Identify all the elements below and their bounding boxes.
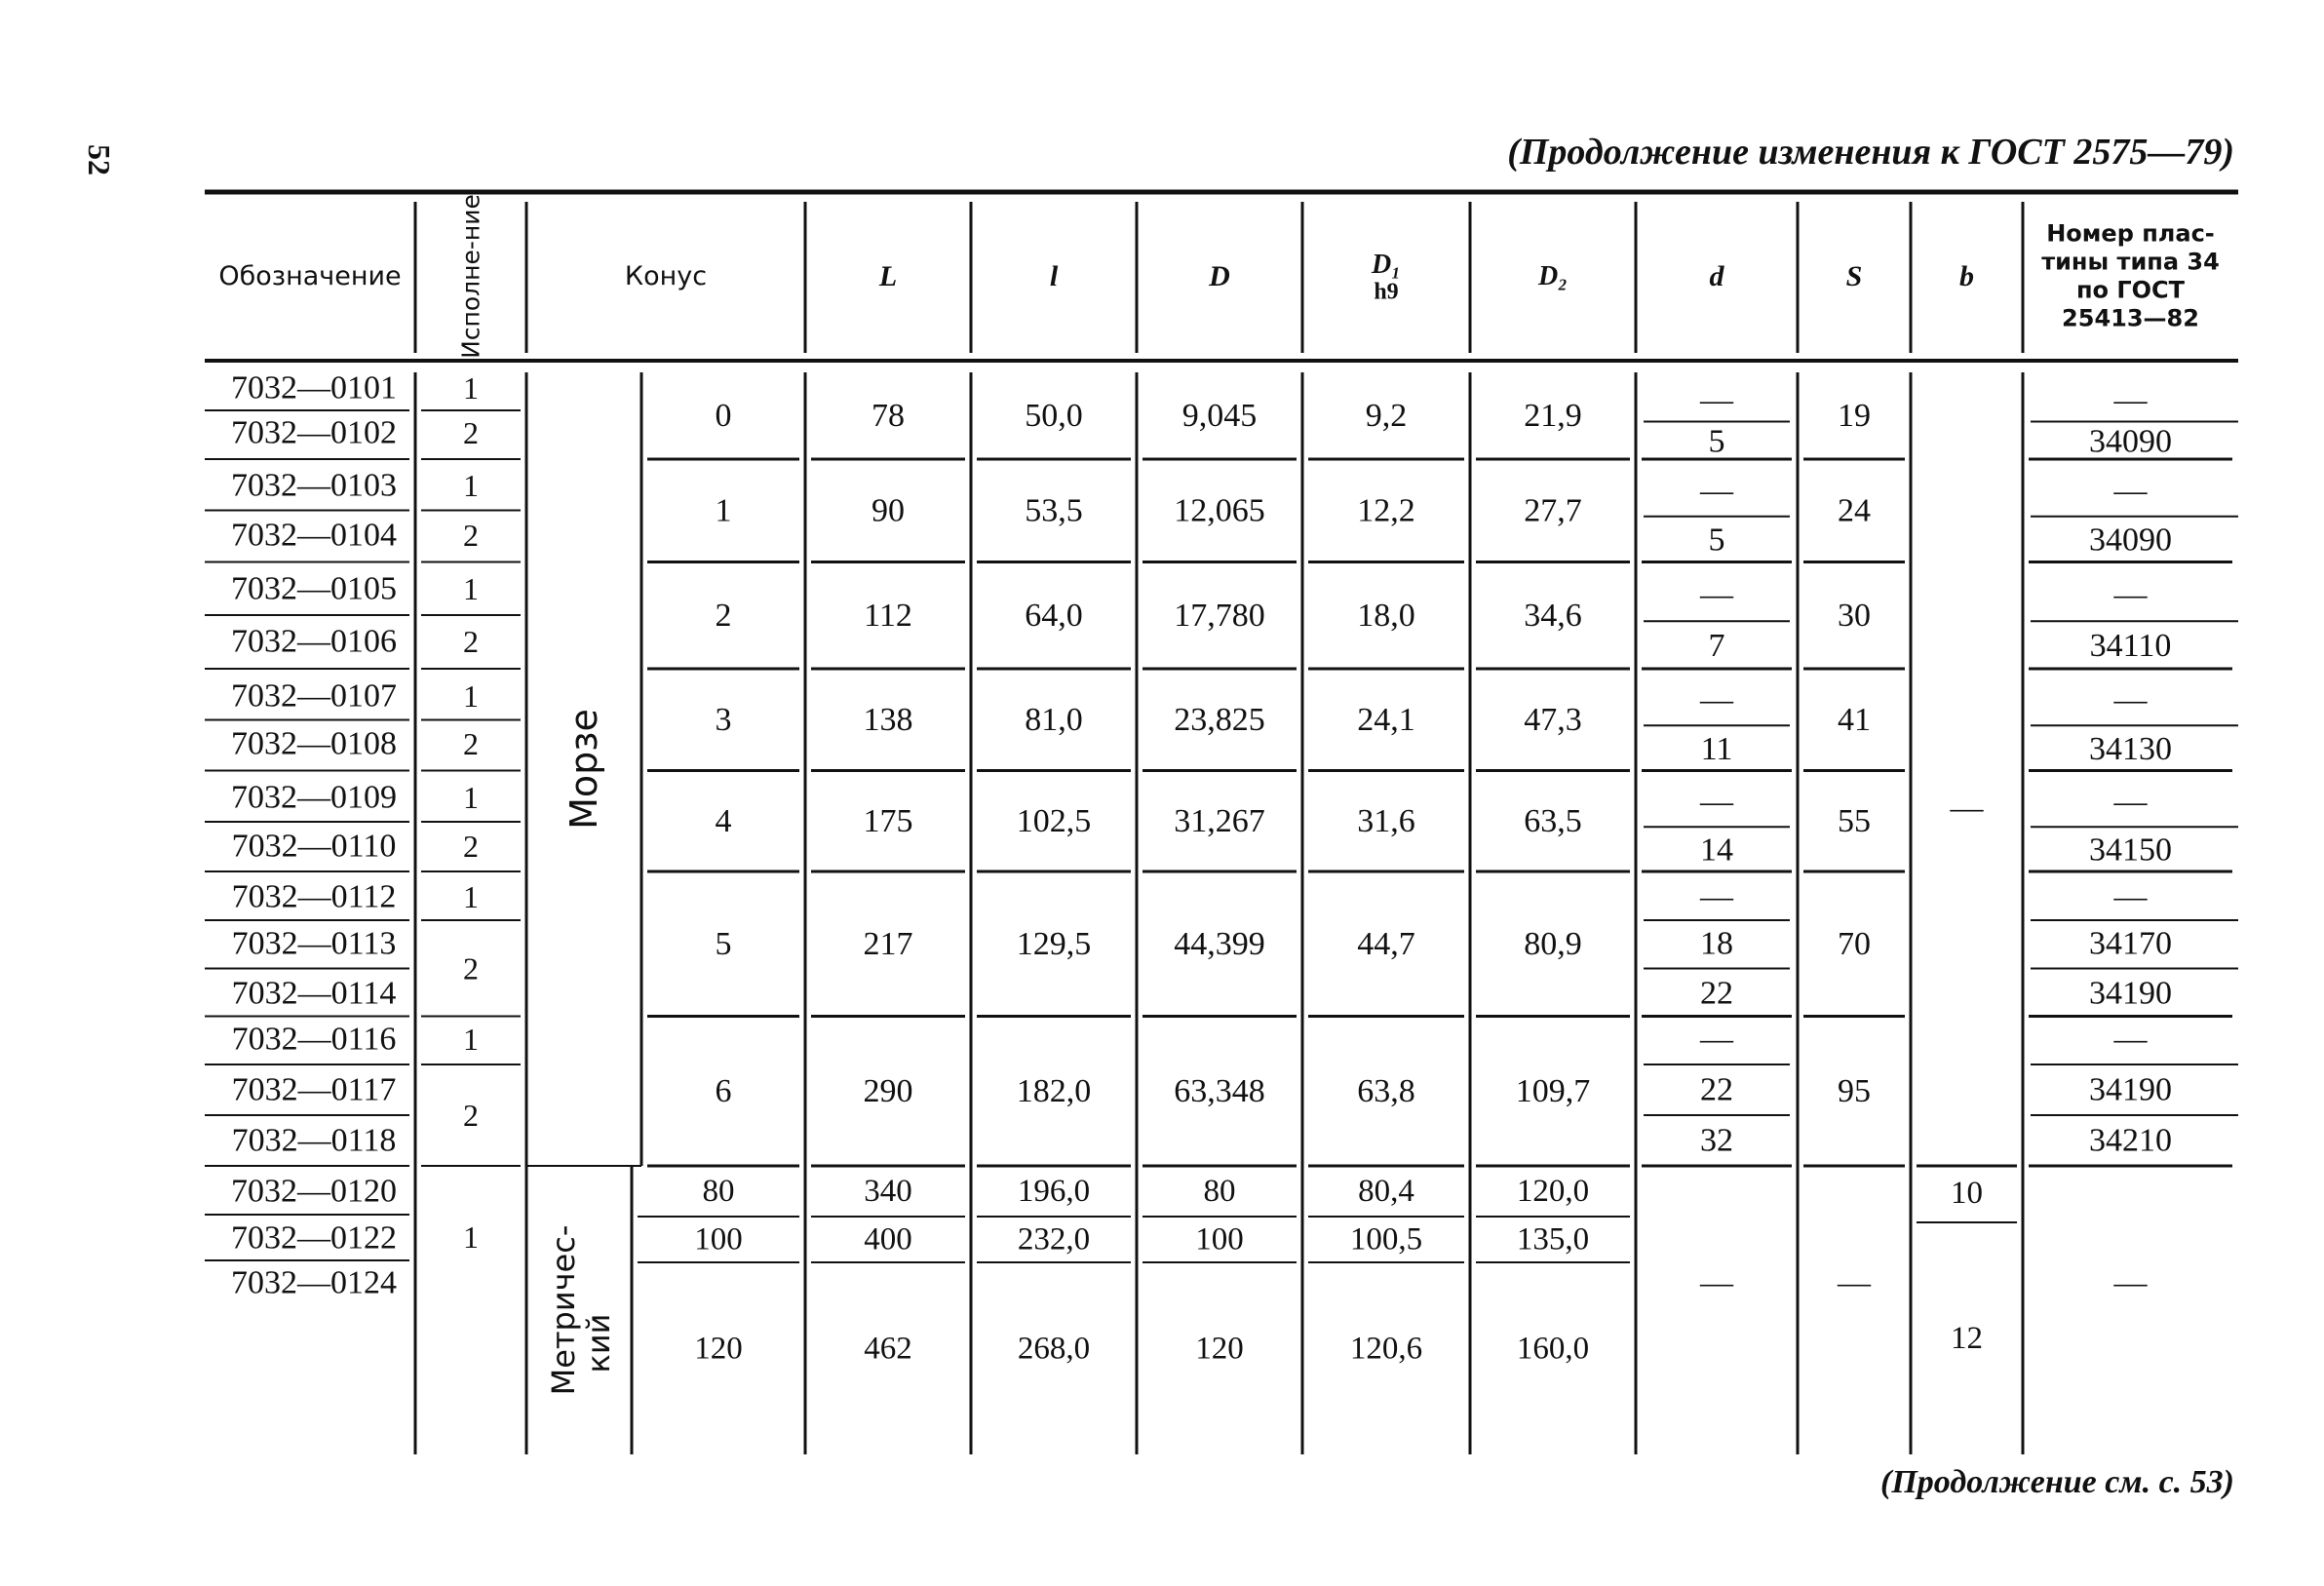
header-b: b: [1959, 260, 1974, 292]
morse-D1-cell: 18,0: [1357, 597, 1415, 634]
morse-d-cell: 5: [1708, 423, 1725, 460]
morse-d-cell: 5: [1708, 522, 1725, 559]
designation-cell: 7032—0105: [231, 570, 397, 607]
morse-cone-cell: 5: [715, 925, 732, 962]
morse-d-cell: —: [1700, 1021, 1733, 1058]
morse-cone-cell: 3: [715, 701, 732, 738]
metric-D1-cell: 120,6: [1349, 1331, 1423, 1367]
header-D1: D₁: [1372, 250, 1401, 280]
metric-D1-cell: 100,5: [1349, 1221, 1423, 1257]
designation-cell: 7032—0118: [231, 1122, 397, 1159]
designation-cell: 7032—0117: [231, 1071, 397, 1108]
morse-D1-cell: 63,8: [1357, 1072, 1415, 1109]
designation-cell: 7032—0109: [231, 779, 397, 816]
morse-plate-cell: —: [2113, 381, 2148, 418]
header-plate-line: по ГОСТ: [2075, 276, 2186, 304]
morse-D2-cell: 21,9: [1524, 398, 1582, 434]
morse-L-cell: 78: [872, 398, 905, 434]
morse-L-cell: 290: [863, 1072, 913, 1109]
header-D1-tolerance: h9: [1374, 279, 1399, 305]
version-cell: 1: [463, 879, 479, 914]
metric-D2-cell: 160,0: [1516, 1331, 1590, 1367]
running-header: (Продолжение изменения к ГОСТ 2575—79): [1507, 132, 2234, 173]
designation-cell: 7032—0107: [231, 677, 397, 715]
version-cell: 1: [463, 780, 479, 815]
morse-d-cell: —: [1700, 381, 1733, 418]
cone-type-metric: кий: [580, 1313, 617, 1373]
header-plate-line: Номер плас-: [2046, 219, 2215, 248]
morse-S-cell: 41: [1838, 701, 1871, 738]
metric-b-cell: 10: [1951, 1176, 1983, 1211]
morse-l-cell: 64,0: [1025, 597, 1083, 634]
morse-d-cell: —: [1700, 878, 1733, 915]
metric-D-cell: 120: [1195, 1331, 1244, 1367]
cone-type-morse: Морзе: [562, 709, 605, 830]
morse-l-cell: 81,0: [1025, 701, 1083, 738]
morse-d-cell: 7: [1708, 628, 1725, 665]
metric-L-cell: 462: [864, 1331, 912, 1367]
morse-plate-cell: 34090: [2089, 522, 2172, 559]
morse-D1-cell: 44,7: [1357, 925, 1415, 962]
metric-b-cell: 12: [1951, 1321, 1983, 1356]
morse-D2-cell: 63,5: [1524, 802, 1582, 839]
morse-S-cell: 30: [1838, 597, 1871, 634]
morse-l-cell: 53,5: [1025, 492, 1083, 529]
morse-plate-cell: —: [2113, 576, 2148, 613]
morse-D-cell: 17,780: [1174, 597, 1265, 634]
morse-d-cell: —: [1700, 681, 1733, 718]
morse-d-cell: 22: [1700, 1071, 1733, 1108]
metric-D-cell: 100: [1195, 1221, 1244, 1257]
designation-cell: 7032—0122: [231, 1219, 397, 1257]
designation-cell: 7032—0114: [231, 975, 397, 1012]
morse-cone-cell: 2: [715, 597, 732, 634]
metric-d-cell: —: [1700, 1264, 1733, 1301]
morse-l-cell: 102,5: [1016, 802, 1092, 839]
morse-l-cell: 129,5: [1016, 925, 1092, 962]
morse-D2-cell: 27,7: [1524, 492, 1582, 529]
morse-S-cell: 24: [1838, 492, 1871, 529]
version-cell: 2: [463, 1098, 479, 1133]
morse-l-cell: 182,0: [1016, 1072, 1092, 1109]
header-plate-line: тины типа 34: [2041, 248, 2220, 276]
designation-cell: 7032—0113: [231, 925, 397, 962]
morse-plate-cell: 34190: [2089, 975, 2172, 1012]
morse-D-cell: 9,045: [1181, 398, 1258, 434]
designation-cell: 7032—0101: [231, 369, 397, 406]
morse-plate-cell: 34210: [2089, 1122, 2172, 1159]
morse-d-cell: —: [1700, 783, 1733, 820]
designation-cell: 7032—0124: [231, 1264, 397, 1301]
morse-D1-cell: 9,2: [1365, 398, 1408, 434]
morse-D1-cell: 12,2: [1357, 492, 1415, 529]
version-cell: 1: [463, 571, 479, 606]
version-cell: 1: [463, 370, 479, 406]
morse-plate-cell: 34110: [2089, 628, 2172, 665]
morse-D2-cell: 109,7: [1515, 1072, 1591, 1109]
version-cell: 1: [463, 678, 479, 714]
morse-cone-cell: 1: [715, 492, 732, 529]
morse-D-cell: 31,267: [1174, 802, 1265, 839]
morse-D-cell: 23,825: [1174, 701, 1265, 738]
designation-cell: 7032—0116: [231, 1021, 397, 1058]
morse-d-cell: 18: [1700, 925, 1733, 962]
morse-plate-cell: 34090: [2089, 423, 2172, 460]
morse-cone-cell: 0: [715, 398, 732, 434]
metric-cone-cell: 100: [694, 1221, 743, 1257]
metric-D1-cell: 80,4: [1358, 1174, 1414, 1209]
version-cell: 2: [463, 829, 479, 864]
header-D2: D₂: [1538, 261, 1568, 291]
metric-D2-cell: 135,0: [1516, 1221, 1590, 1257]
morse-D2-cell: 80,9: [1524, 925, 1582, 962]
designation-cell: 7032—0104: [231, 517, 397, 554]
morse-D-cell: 44,399: [1174, 925, 1265, 962]
page-number: 52: [82, 144, 117, 175]
morse-D2-cell: 47,3: [1524, 701, 1582, 738]
morse-l-cell: 50,0: [1025, 398, 1083, 434]
designation-cell: 7032—0112: [231, 878, 397, 915]
version-cell: 1: [463, 468, 479, 503]
morse-plate-cell: —: [2113, 472, 2148, 509]
morse-L-cell: 138: [863, 701, 913, 738]
morse-S-cell: 19: [1838, 398, 1871, 434]
metric-D-cell: 80: [1203, 1174, 1236, 1209]
cone-type-metric: Метричес-: [545, 1224, 582, 1396]
header-version: Исполне-ние: [456, 194, 485, 359]
version-cell: 2: [463, 624, 479, 659]
metric-L-cell: 340: [864, 1174, 912, 1209]
morse-plate-cell: —: [2113, 878, 2148, 915]
header-L: L: [878, 260, 898, 292]
morse-d-cell: 14: [1700, 832, 1733, 869]
version-cell: 2: [463, 950, 479, 986]
designation-cell: 7032—0103: [231, 467, 397, 504]
morse-S-cell: 95: [1838, 1072, 1871, 1109]
morse-L-cell: 217: [863, 925, 913, 962]
metric-S-cell: —: [1838, 1264, 1871, 1301]
header-designation: Обозначение: [218, 261, 402, 291]
metric-l-cell: 232,0: [1017, 1221, 1091, 1257]
morse-D2-cell: 34,6: [1524, 597, 1582, 634]
metric-l-cell: 268,0: [1017, 1331, 1091, 1367]
morse-plate-cell: —: [2113, 783, 2148, 820]
designation-cell: 7032—0120: [231, 1173, 397, 1210]
morse-L-cell: 175: [863, 802, 913, 839]
metric-L-cell: 400: [864, 1221, 912, 1257]
header-S: S: [1845, 260, 1863, 292]
table-cells: [218, 194, 2219, 1395]
morse-plate-cell: 34130: [2089, 730, 2172, 767]
header-l: l: [1049, 260, 1059, 292]
morse-S-cell: 55: [1838, 802, 1871, 839]
version-cell: 2: [463, 415, 479, 450]
header-D: D: [1209, 260, 1230, 292]
morse-d-cell: 32: [1700, 1122, 1733, 1159]
header-d: d: [1709, 260, 1724, 292]
morse-cone-cell: 4: [715, 802, 732, 839]
morse-L-cell: 90: [872, 492, 905, 529]
morse-d-cell: 22: [1700, 975, 1733, 1012]
header-cone: Конус: [624, 261, 708, 291]
morse-d-cell: —: [1700, 576, 1733, 613]
metric-cone-cell: 80: [702, 1174, 735, 1209]
morse-D1-cell: 31,6: [1357, 802, 1415, 839]
metric-cone-cell: 120: [694, 1331, 743, 1367]
designation-cell: 7032—0110: [231, 828, 397, 865]
version-cell: 2: [463, 726, 479, 761]
metric-l-cell: 196,0: [1017, 1174, 1091, 1209]
morse-d-cell: 11: [1700, 730, 1733, 767]
morse-plate-cell: 34190: [2089, 1071, 2172, 1108]
version-cell: 2: [463, 518, 479, 553]
header-plate-line: 25413—82: [2062, 304, 2199, 332]
morse-plate-cell: —: [2113, 681, 2148, 718]
morse-plate-cell: 34150: [2089, 832, 2172, 869]
continuation-note: (Продолжение см. с. 53): [1880, 1464, 2234, 1500]
morse-plate-cell: —: [2113, 1021, 2148, 1058]
designation-cell: 7032—0108: [231, 725, 397, 762]
metric-D2-cell: 120,0: [1516, 1174, 1590, 1209]
morse-L-cell: 112: [864, 597, 912, 634]
morse-D-cell: 63,348: [1174, 1072, 1265, 1109]
morse-cone-cell: 6: [715, 1072, 732, 1109]
designation-cell: 7032—0102: [231, 414, 397, 451]
designation-cell: 7032—0106: [231, 623, 397, 660]
morse-plate-cell: 34170: [2089, 925, 2172, 962]
morse-S-cell: 70: [1838, 925, 1871, 962]
morse-d-cell: —: [1700, 472, 1733, 509]
version-cell: 1: [463, 1219, 479, 1255]
morse-D1-cell: 24,1: [1357, 701, 1415, 738]
morse-D-cell: 12,065: [1174, 492, 1265, 529]
version-cell: 1: [463, 1022, 479, 1057]
metric-plate-cell: —: [2113, 1264, 2148, 1301]
morse-b-cell: —: [1950, 790, 1984, 827]
